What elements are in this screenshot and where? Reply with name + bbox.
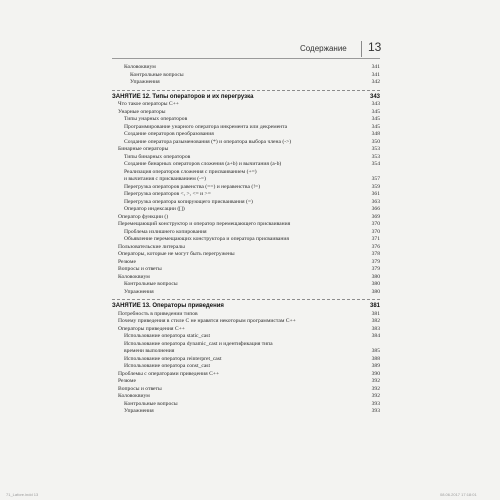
toc-entry [112, 289, 380, 297]
toc-entry-page: 370 [371, 228, 380, 235]
toc-entry [112, 251, 380, 259]
toc-entry-page: 353 [371, 153, 380, 160]
toc-entry-title: Резюме [118, 378, 136, 384]
toc-entry-page: 366 [371, 206, 380, 212]
toc-entry-page: 361 [371, 191, 380, 197]
toc-entry [112, 326, 380, 334]
toc-entry-page: 380 [371, 273, 380, 280]
toc-entry-title: Операторы, которые не могут быть перегружены [118, 251, 235, 257]
toc-entry-page: 392 [371, 393, 380, 399]
toc-entry-title: Оператор функции () [118, 213, 169, 220]
toc-entry [112, 72, 380, 80]
toc-entry-page: 345 [371, 116, 380, 122]
toc-entry [112, 191, 380, 199]
toc-entry-title: Вопросы и ответы [118, 266, 162, 272]
toc-entry-page: 383 [371, 325, 380, 332]
toc-entry-title: Упражнения [130, 79, 160, 85]
toc-entry [112, 386, 380, 394]
toc-entry-title: Коловоквиум [118, 273, 150, 280]
toc-entry [112, 378, 380, 386]
toc-entry [112, 206, 380, 214]
header-rule [112, 58, 380, 59]
toc-entry [112, 131, 380, 139]
header-separator [361, 41, 362, 57]
toc-entry-page: 390 [371, 370, 380, 377]
toc-entry-page: 341 [371, 71, 380, 78]
toc-entry [112, 79, 380, 87]
toc-entry-page: 393 [371, 408, 380, 414]
toc-entry-title: Упражнения [124, 408, 154, 414]
toc-entry-title: Программирование унарного оператора инкремента или декремента [124, 123, 288, 130]
toc-entry [112, 101, 380, 109]
toc-entry-page: 342 [371, 79, 380, 85]
toc-entry-title: Типы бинарных операторов [124, 153, 191, 160]
toc-entry-title: Резюме [118, 258, 136, 265]
toc-entry [112, 139, 380, 147]
toc-entry-page: 393 [371, 400, 380, 407]
toc-entry-title: Перегрузка оператора копирующего присваивания (=) [124, 198, 253, 205]
toc-entry-page: 341 [371, 64, 380, 70]
toc-entry [112, 199, 380, 207]
toc-entry-title: Потребность в приведении типов [118, 310, 198, 317]
toc-entry-title: Операторы приведения C++ [118, 325, 185, 332]
toc-entry [112, 371, 380, 379]
toc-entry-page: 350 [371, 138, 380, 145]
toc-entry-page: 381 [369, 303, 380, 309]
toc-entry [112, 356, 380, 364]
toc-entry-title: Вопросы и ответы [118, 385, 162, 392]
table-of-contents [112, 64, 380, 416]
toc-entry-page: 343 [369, 93, 380, 100]
toc-entry [112, 401, 380, 409]
toc-entry [112, 169, 380, 177]
toc-entry-title: Проблемы с операторами приведения C++ [118, 370, 220, 377]
toc-entry-title: Оператор индексации ([]) [124, 206, 185, 212]
toc-entry-page: 392 [371, 385, 380, 392]
toc-entry-page: 345 [371, 108, 380, 115]
toc-entry-page: 353 [371, 146, 380, 152]
toc-entry-page: 357 [371, 176, 380, 182]
toc-entry [112, 116, 380, 124]
toc-entry-title: Контрольные вопросы [124, 400, 178, 407]
toc-entry [112, 236, 380, 244]
toc-entry-title: Использование оператора const_cast [124, 363, 211, 369]
toc-entry-title: Реализация операторов сложения с присваиванием (+=) [124, 168, 257, 175]
toc-entry [112, 266, 380, 274]
toc-entry [112, 348, 380, 356]
toc-entry [112, 221, 380, 229]
toc-entry [112, 124, 380, 132]
toc-entry [112, 176, 380, 184]
toc-chapter [112, 302, 380, 311]
toc-entry-title: Использование оператора reinterpret_cast [124, 355, 222, 362]
footer-timestamp: 08.06.2017 17:18:01 [440, 492, 477, 497]
toc-entry-title: Унарные операторы [118, 108, 166, 115]
toc-entry-title: Контрольные вопросы [130, 71, 184, 78]
toc-entry [112, 184, 380, 192]
toc-entry [112, 259, 380, 267]
toc-entry [112, 109, 380, 117]
toc-entry-title: Создание операторов преобразования [124, 131, 214, 137]
toc-entry [112, 229, 380, 237]
toc-entry-page: 380 [371, 281, 380, 287]
toc-entry-page: 370 [371, 221, 380, 227]
toc-entry-title: Объявление перемещающих конструктора и оператора присваивания [124, 236, 289, 242]
toc-entry-title: Типы унарных операторов [124, 116, 188, 122]
toc-entry-page: 345 [371, 123, 380, 130]
toc-entry [112, 244, 380, 252]
toc-entry-page: 389 [371, 363, 380, 369]
toc-entry [112, 318, 380, 326]
toc-entry-title: Создание бинарных операторов сложения (a+b) и вычитания (a-b) [124, 161, 282, 167]
toc-entry-page: 379 [371, 266, 380, 272]
toc-entry-title: времени выполнения [124, 348, 175, 354]
toc-entry [112, 154, 380, 162]
toc-entry [112, 281, 380, 289]
toc-entry-page: 348 [371, 131, 380, 137]
toc-entry-title: Бинарные операторы [118, 146, 169, 152]
toc-entry-page: 381 [371, 310, 380, 317]
toc-entry-title: ЗАНЯТИЕ 12. Типы операторов и их перегрузка [112, 93, 254, 100]
toc-entry-page: 343 [371, 101, 380, 107]
toc-entry [112, 408, 380, 416]
toc-entry-title: Пользовательские литералы [118, 243, 185, 250]
toc-entry-page: 354 [371, 161, 380, 167]
toc-entry-page: 378 [371, 251, 380, 257]
toc-entry [112, 64, 380, 72]
toc-entry-title: Проблема излишнего копирования [124, 228, 207, 235]
toc-entry-page: 363 [371, 198, 380, 205]
toc-entry-page: 384 [371, 333, 380, 339]
toc-entry [112, 393, 380, 401]
toc-entry-page: 382 [371, 318, 380, 324]
toc-entry-page: 359 [371, 183, 380, 190]
toc-entry-page: 376 [371, 243, 380, 250]
toc-entry-title: ЗАНЯТИЕ 13. Операторы приведения [112, 303, 224, 309]
toc-entry-title: Что такое операторы C++ [118, 101, 179, 107]
toc-entry [112, 214, 380, 222]
toc-entry-title: Перегрузка операторов <, >, <= и >= [124, 191, 211, 197]
toc-entry-title: Коловоквиум [118, 393, 150, 399]
toc-entry [112, 161, 380, 169]
toc-entry [112, 333, 380, 341]
toc-entry-title: Перемещающий конструктор и оператор перемещающего присваивания [118, 221, 291, 227]
toc-entry-title: Упражнения [124, 288, 154, 295]
toc-entry-page: 392 [371, 378, 380, 384]
toc-entry-page: 385 [371, 348, 380, 354]
toc-entry-page: 380 [371, 288, 380, 295]
toc-entry-page: 388 [371, 355, 380, 362]
toc-entry-page: 371 [371, 236, 380, 242]
toc-entry [112, 274, 380, 282]
toc-entry [112, 146, 380, 154]
toc-entry [112, 341, 380, 349]
toc-chapter [112, 93, 380, 102]
toc-entry-title: Использование оператора static_cast [124, 333, 211, 339]
toc-entry-title: и вычитания с присваиванием (-=) [124, 176, 206, 182]
toc-entry-title: Коловоквиум [124, 64, 156, 70]
toc-entry-title: Создание оператора разыменования (*) и оператора выбора члена (->) [124, 138, 292, 145]
toc-entry-page: 379 [371, 258, 380, 265]
running-header-title: Содержание [300, 44, 347, 53]
toc-entry-title: Контрольные вопросы [124, 281, 178, 287]
toc-entry-title: Почему приведения в стиле C не нравятся некоторым программистам C++ [118, 318, 296, 324]
toc-entry-page: 369 [371, 213, 380, 220]
toc-entry-title: Использование оператора dynamic_cast и идентификация типа [124, 340, 273, 347]
toc-entry-title: Перегрузка операторов равенства (==) и неравенства (!=) [124, 183, 261, 190]
page-number: 13 [368, 40, 382, 54]
toc-entry [112, 311, 380, 319]
footer-file-name: 71_Lafore.indd 13 [6, 492, 39, 497]
toc-entry [112, 363, 380, 371]
